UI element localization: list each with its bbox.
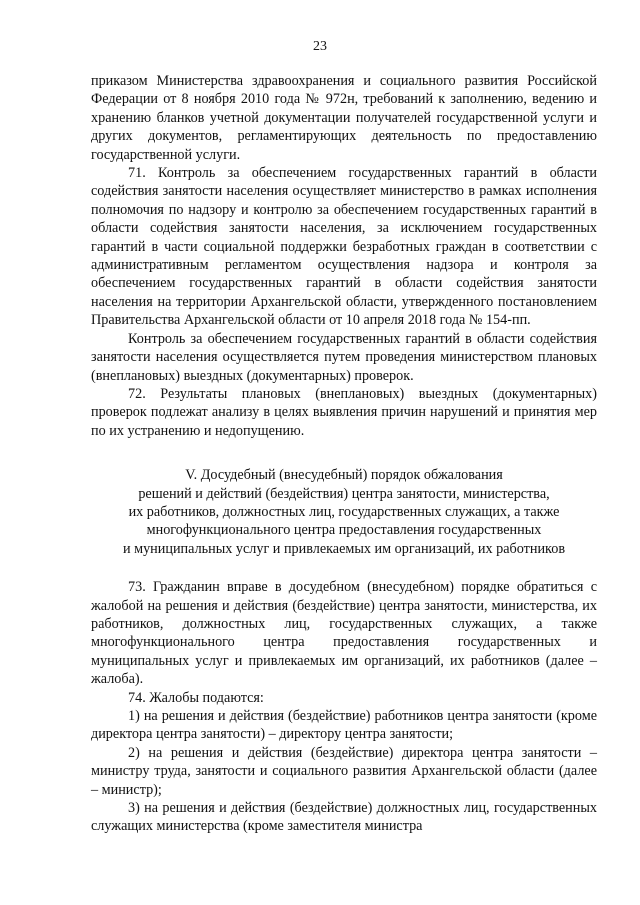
section-heading-line-2: решений и действий (бездействия) центра занятости, министерства, <box>138 485 550 502</box>
paragraph-74: 74. Жалобы подаются: <box>128 689 264 706</box>
paragraph-73: 73. Гражданин вправе в досудебном (внесудебном) порядке обратиться с жалобой на решения и действия (бездействие) центра занятости, министерства, их работников, должностных лиц, государственных служащих, а также многофункционального центра предоставления государственных и муниципальных услуг и привлекаемых им организаций, их работников (далее – жалоба). <box>91 579 597 688</box>
paragraph-74-item-1: 1) на решения и действия (бездействие) работников центра занятости (кроме директора центра занятости) – директору центра занятости; <box>91 708 597 743</box>
paragraph-continuation: приказом Министерства здравоохранения и социального развития Российской Федерации от 8 ноября 2010 года № 972н, требований к заполнению, ведению и хранению бланков учетной документации получателей государственной услуги и других документов, регламентирующих деятельность по предоставлению государственной услуги. <box>91 73 597 163</box>
section-heading-line-4: многофункционального центра предоставления государственных <box>146 522 542 539</box>
paragraph-71: 71. Контроль за обеспечением государственных гарантий в области содействия занятости населения осуществляет министерство в рамках исполнения полномочия по надзору и контролю за обеспечением государственных гарантий в области содействия занятости населения, за исключением государственных гарантий в части социальной поддержки безработных граждан в соответствии с административным регламентом осуществления надзора и контроля за обеспечением государственных гарантий в области содействия занятости населения на территории Архангельской области, утвержденного постановлением Правительства Архангельской области от 10 апреля 2018 года № 154-пп. <box>91 165 597 329</box>
paragraph-72: 72. Результаты плановых (внеплановых) выездных (документарных) проверок подлежат анализу в целях выявления причин нарушений и принятия мер по их устранению и недопущению. <box>91 385 597 439</box>
page-number: 23 <box>313 39 327 54</box>
section-heading <box>91 466 597 558</box>
paragraph-71-control: Контроль за обеспечением государственных гарантий в области содействия занятости населения осуществляется путем проведения министерством плановых (внеплановых) выездных (документарных) проверок. <box>91 330 597 384</box>
paragraph-74-item-2: 2) на решения и действия (бездействие) директора центра занятости – министру труда, занятости и социального развития Архангельской области (далее – министр); <box>91 744 597 798</box>
section-heading-line-1: V. Досудебный (внесудебный) порядок обжалования <box>185 467 503 484</box>
section-heading-line-5: и муниципальных услуг и привлекаемых им организаций, их работников <box>122 540 566 557</box>
page-content <box>91 72 597 836</box>
section-heading-line-3: их работников, должностных лиц, государственных служащих, а также <box>128 503 560 520</box>
paragraph-74-item-3: 3) на решения и действия (бездействие) должностных лиц, государственных служащих министерства (кроме заместителя министра <box>91 800 597 835</box>
